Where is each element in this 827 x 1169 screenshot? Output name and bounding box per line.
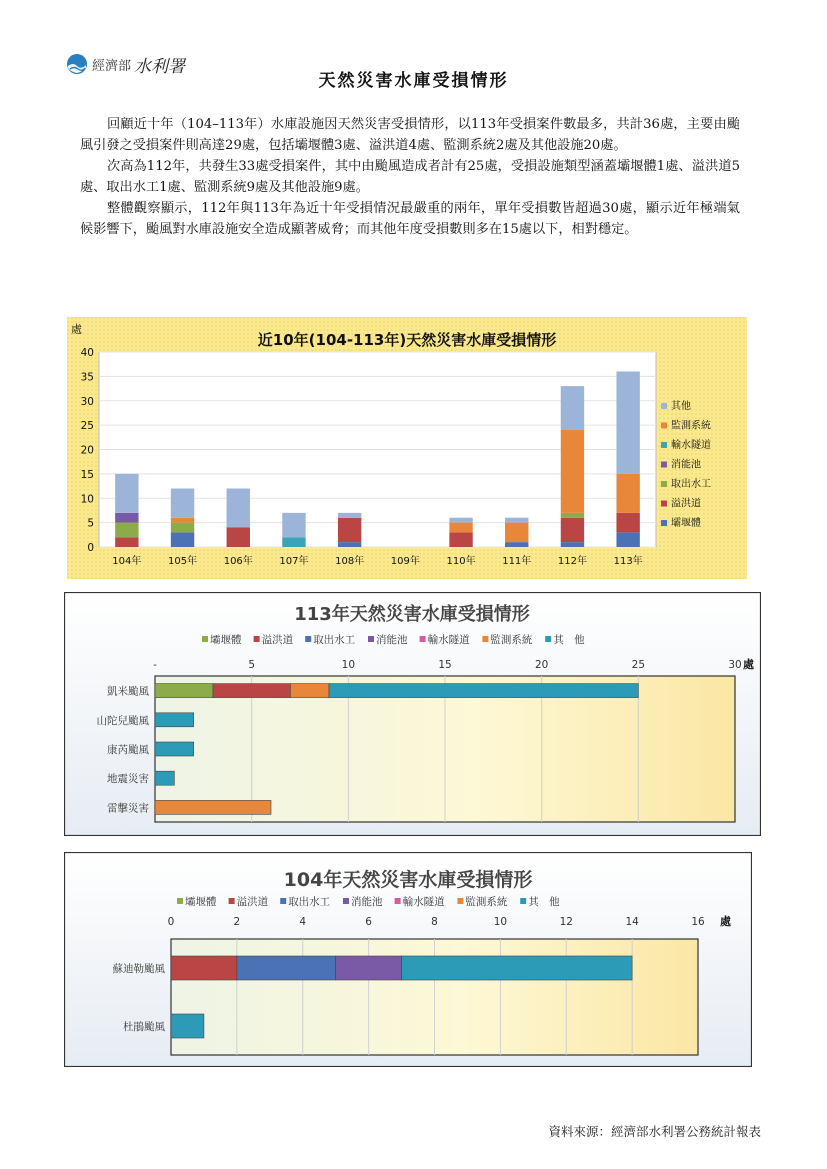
bar-segment [155,713,194,727]
legend-label: 壩堰體 [210,634,242,646]
legend-swatch [368,636,374,642]
legend-label: 溢洪道 [261,634,294,646]
bar-segment [115,513,138,523]
bar-segment [616,372,639,474]
x-tick-label: 105年 [168,556,198,567]
legend-label: 溢洪道 [671,498,701,510]
x-tick-label: 109年 [390,556,420,567]
logo-text: 經濟部 [92,58,132,74]
legend-swatch [343,898,349,904]
legend-label: 監測系統 [465,896,508,908]
y-axis-unit: 處 [71,323,82,336]
y-category-label: 凱米颱風 [107,685,149,698]
bar-segment [155,800,271,814]
decade-damage-chart [67,317,747,579]
bar-segment [561,518,584,542]
bar-segment [171,489,194,518]
chart-title: 近10年(104-113年)天然災害水庫受損情形 [257,331,557,349]
legend-swatch [661,462,667,468]
x-tick-label: 10 [493,916,508,928]
bar-segment [561,513,584,518]
bar-segment [171,523,194,533]
y-category-label: 康芮颱風 [107,744,149,756]
bar-segment [155,684,213,698]
paragraph-1: 回顧近十年（104–113年）水庫設施因天然災害受損情形，以113年受損案件數最多，共計36處，主要由颱風引發之受損案件則高達29處，包括壩堰體3處、溢洪道4處、監測系統2處及其他設施20處。 [80,117,740,153]
bar-segment [505,518,528,523]
legend-swatch [395,898,401,904]
legend-swatch [229,898,235,904]
x-tick-label: 6 [365,916,372,928]
bar-segment [290,684,329,698]
page-title: 天然災害水庫受損情形 [318,71,509,91]
legend-swatch [305,636,311,642]
bar-segment [561,386,584,430]
x-tick-label: 16 [691,916,705,928]
y-tick-label: 10 [80,493,94,506]
bar-segment [338,513,361,518]
bar-segment [227,528,250,548]
legend-label: 壩堰體 [185,896,217,908]
x-tick-label: 110年 [446,556,476,567]
legend-swatch [177,898,183,904]
bar-segment [505,542,528,547]
bar-segment [171,1014,204,1038]
bar-segment [329,684,638,698]
bar-segment [561,430,584,513]
y-tick-label: 40 [80,347,94,359]
x-tick-label: 8 [431,916,438,928]
legend-swatch [661,501,667,507]
legend-swatch [661,520,667,526]
legend-swatch [280,898,286,904]
bar-segment [449,518,472,523]
legend-label: 消能池 [351,896,383,908]
legend-swatch [202,636,208,642]
y-tick-label: 30 [80,395,94,408]
bar-segment [616,513,639,533]
data-source: 資料來源：經濟部水利署公務統計報表 [548,1124,761,1139]
x-tick-label: 10 [341,659,356,671]
legend-label: 取出水工 [288,896,331,908]
bar-segment [449,532,472,547]
year-104-damage-chart [64,852,752,1067]
legend-swatch [482,636,488,642]
bar-segment [282,513,305,537]
legend-swatch [545,636,551,642]
bar-segment [561,542,584,547]
legend-swatch [457,898,463,904]
y-tick-label: 20 [80,444,94,457]
bar-segment [115,474,138,513]
x-axis-unit: 處 [720,915,731,928]
bar-segment [155,742,194,756]
x-tick-label: 104年 [112,556,142,567]
y-category-label: 杜鵑颱風 [123,1021,165,1033]
chart-title: 113年天然災害水庫受損情形 [294,604,530,625]
legend-label: 溢洪道 [236,896,269,908]
legend-label: 消能池 [671,459,701,471]
legend-label: 輸水隧道 [402,896,445,908]
x-tick-label: 20 [534,659,549,671]
bar-segment [402,956,633,980]
bar-segment [336,956,402,980]
y-category-label: 山陀兒颱風 [96,714,149,727]
legend-label: 其 他 [528,896,560,908]
bar-segment [282,537,305,547]
legend-label: 消能池 [376,634,408,646]
legend-label: 其他 [671,401,691,412]
bar-segment [171,532,194,547]
legend-swatch [661,481,667,487]
legend-swatch [420,636,426,642]
y-tick-label: 0 [87,542,94,554]
bar-segment [115,523,138,538]
legend-label: 監測系統 [490,634,533,646]
x-tick-label: 12 [559,916,573,928]
chart-title: 104年天然災害水庫受損情形 [283,869,533,891]
logo-script: 水利署 [134,56,186,77]
legend-label: 輸水隧道 [427,634,470,646]
y-tick-label: 35 [80,371,94,384]
legend-label: 輸水隧道 [671,440,711,451]
legend-swatch [520,898,526,904]
x-tick-label: 111年 [502,556,532,567]
bar-segment [338,518,361,542]
paragraph-2: 次高為112年，共發生33處受損案件，其中由颱風造成者計有25處，受損設施類型涵蓋壩堰體1處、溢洪道5處、取出水工1處、監測系統9處及其他設施9處。 [80,159,740,195]
x-tick-label: 15 [438,659,452,671]
bar-segment [505,523,528,543]
legend-swatch [661,442,667,448]
year-113-damage-chart [64,592,761,836]
x-tick-label: 25 [631,659,646,671]
bar-segment [227,489,250,528]
x-tick-label: 30 [728,659,742,671]
x-tick-label: 2 [233,916,241,928]
legend-swatch [254,636,260,642]
x-tick-label: 0 [167,916,175,928]
bar-segment [115,537,138,547]
bar-segment [213,684,290,698]
bar-segment [237,956,336,980]
y-category-label: 蘇迪勒颱風 [112,963,165,975]
body-text [80,114,740,240]
bar-segment [616,532,639,547]
y-tick-label: 5 [87,517,94,530]
bar-segment [616,474,639,513]
x-tick-label: 113年 [613,556,643,567]
y-tick-label: 25 [80,420,94,433]
x-tick-label: 4 [299,916,307,928]
bar-segment [171,956,237,980]
bar-segment [449,523,472,533]
x-axis-unit: 處 [743,658,754,671]
legend-swatch [661,423,667,429]
x-tick-label: 5 [248,659,256,671]
x-tick-label: 106年 [223,556,253,567]
bar-segment [338,542,361,547]
bar-segment [171,518,194,523]
x-tick-label: - [153,659,157,671]
legend-label: 取出水工 [313,634,356,646]
legend-label: 監測系統 [671,420,711,432]
paragraph-3: 整體觀察顯示，112年與113年為近十年受損情況最嚴重的兩年，單年受損數皆超過30處，顯示近年極端氣候影響下，颱風對水庫設施安全造成顯著威脅；而其他年度受損數則多在15處以下，相對穩定。 [80,201,740,237]
legend-label: 其 他 [553,634,585,646]
legend-swatch [661,403,667,409]
bar-segment [155,771,174,785]
y-category-label: 雷擊災害 [107,802,149,815]
legend-label: 取出水工 [671,479,711,490]
legend-label: 壩堰體 [671,518,701,529]
x-tick-label: 112年 [557,556,587,567]
y-category-label: 地震災害 [107,773,149,786]
x-tick-label: 108年 [335,556,365,567]
y-tick-label: 15 [80,468,94,481]
x-tick-label: 14 [625,916,639,928]
x-tick-label: 107年 [279,556,309,567]
